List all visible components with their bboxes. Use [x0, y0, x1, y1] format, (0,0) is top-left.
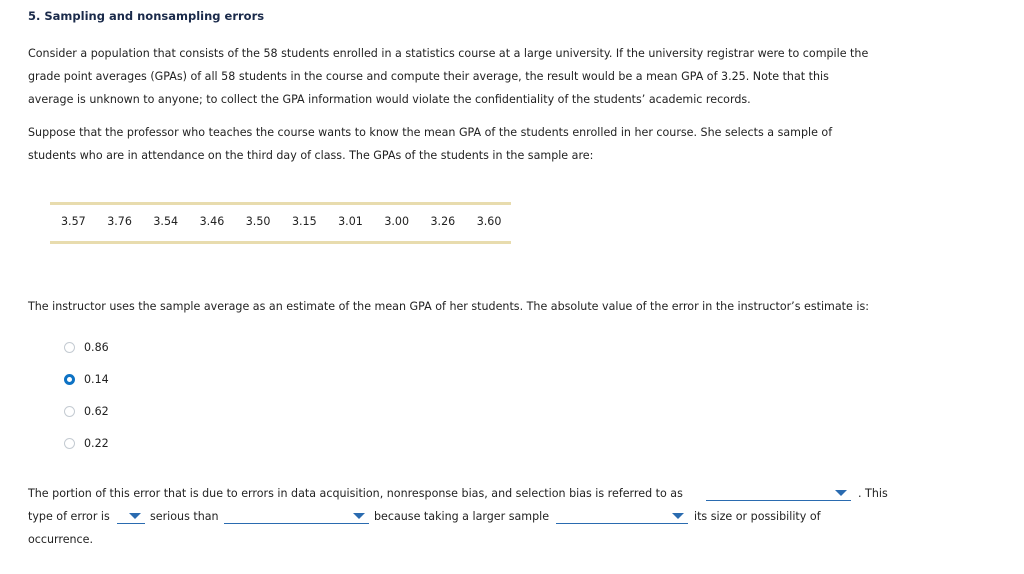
table-top-rule	[50, 202, 511, 205]
fill-in-text: its size or possibility of	[694, 510, 821, 523]
severity-dropdown[interactable]	[117, 509, 145, 524]
chevron-down-icon[interactable]	[353, 513, 365, 519]
gpa-value: 3.60	[476, 215, 502, 228]
fill-in-text: . This	[858, 487, 888, 500]
radio-circle-icon[interactable]	[64, 406, 75, 417]
option-label: 0.86	[84, 341, 109, 354]
fill-in-text: serious than	[150, 510, 219, 523]
option-label: 0.22	[84, 437, 109, 450]
radio-circle-icon[interactable]	[64, 438, 75, 449]
fill-in-text: The portion of this error that is due to errors in data acquisition, nonresponse bias, and selection bias is referred to as	[28, 487, 683, 500]
intro-line: grade point averages (GPAs) of all 58 students in the course and compute their average, the result would be a mean GPA of 3.25. Note that this	[28, 70, 829, 83]
intro-paragraph	[28, 42, 908, 111]
sample-line: students who are in attendance on the third day of class. The GPAs of the students in the sample are:	[28, 149, 594, 162]
sample-line: Suppose that the professor who teaches the course wants to know the mean GPA of the students enrolled in her course. She selects a sample of	[28, 126, 833, 139]
gpa-value: 3.54	[153, 215, 179, 228]
option-radio[interactable]	[64, 373, 109, 386]
intro-line: Consider a population that consists of the 58 students enrolled in a statistics course at a large university. If the university registrar were to compile the	[28, 47, 869, 60]
gpa-value: 3.00	[384, 215, 410, 228]
gpa-value: 3.57	[61, 215, 86, 228]
sample-paragraph	[28, 121, 908, 167]
comparison-dropdown[interactable]	[224, 509, 369, 524]
chevron-down-icon[interactable]	[672, 513, 684, 519]
gpa-value: 3.01	[338, 215, 363, 228]
question-title: 5. Sampling and nonsampling errors	[28, 9, 265, 23]
gpa-value: 3.76	[107, 215, 132, 228]
intro-line: average is unknown to anyone; to collect the GPA information would violate the confidentiality of the students’ academic records.	[28, 93, 751, 106]
gpa-row	[61, 215, 523, 228]
option-radio[interactable]	[64, 405, 109, 418]
gpa-table	[50, 202, 511, 245]
option-radio[interactable]	[64, 341, 109, 354]
gpa-value: 3.15	[291, 215, 317, 228]
option-label: 0.14	[84, 373, 109, 386]
gpa-value: 3.50	[245, 215, 271, 228]
effect-dropdown[interactable]	[556, 509, 688, 524]
gpa-value: 3.26	[430, 215, 456, 228]
error-type-dropdown[interactable]	[706, 486, 851, 501]
fill-in-text: because taking a larger sample	[374, 510, 550, 523]
option-radio[interactable]	[64, 437, 109, 450]
option-label: 0.62	[84, 405, 109, 418]
radio-selected-icon[interactable]	[64, 374, 75, 385]
fill-in-text: occurrence.	[28, 533, 94, 546]
fill-in-text: type of error is	[28, 510, 110, 523]
question-prompt: The instructor uses the sample average as an estimate of the mean GPA of her students. The absolute value of the error in the instructor’s estimate is:	[28, 300, 869, 313]
gpa-value: 3.46	[199, 215, 225, 228]
chevron-down-icon[interactable]	[835, 490, 847, 496]
table-bottom-rule	[50, 241, 511, 244]
chevron-down-icon[interactable]	[129, 513, 141, 519]
radio-circle-icon[interactable]	[64, 342, 75, 353]
